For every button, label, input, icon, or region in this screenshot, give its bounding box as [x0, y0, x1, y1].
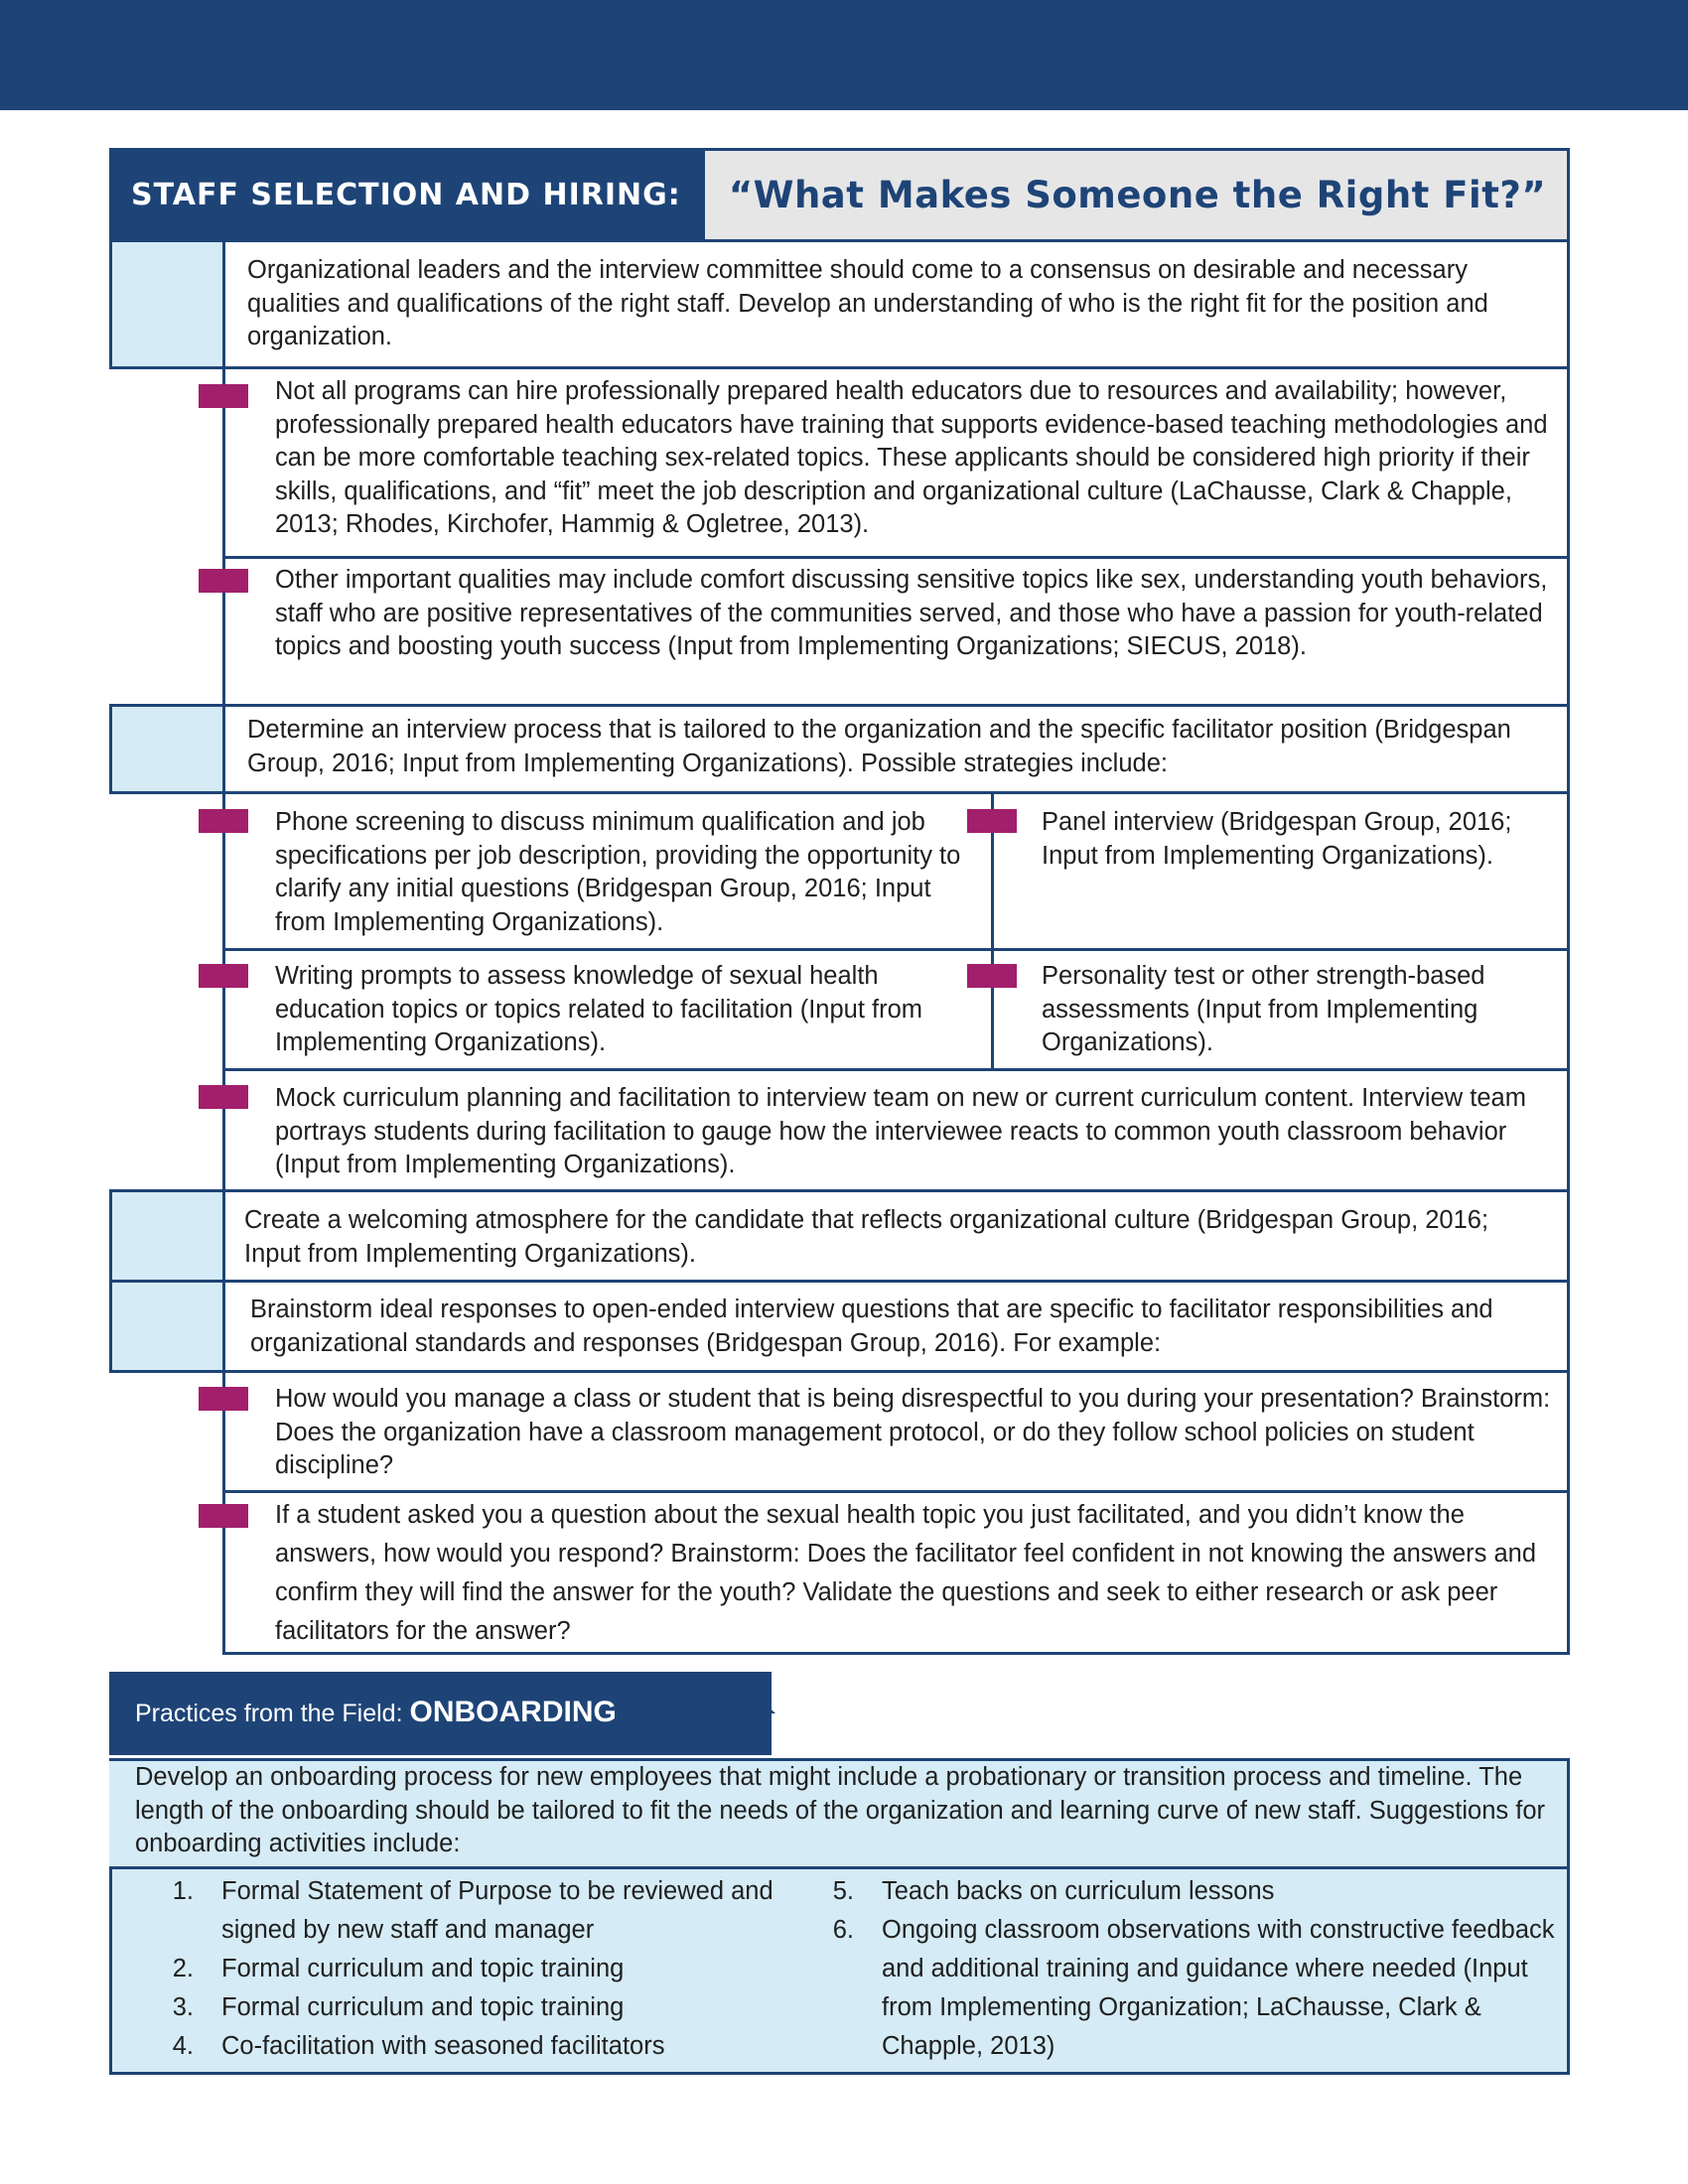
list-number: 4.	[172, 2032, 194, 2060]
list-number: 2.	[172, 1955, 194, 1982]
list-number: 6.	[832, 1916, 854, 1944]
list-number: 3.	[172, 1993, 194, 2021]
list-item: Teach backs on curriculum lessons	[882, 1877, 1275, 1905]
bullet-marker	[967, 964, 1017, 988]
bullet-marker	[199, 1504, 248, 1528]
bullet-marker	[199, 809, 248, 833]
onboarding-tab-label	[135, 1696, 617, 1729]
bullet-text: Other important qualities may include comfort discussing sensitive topics like sex, understanding youth behaviors, staff who are positive representatives of the communities served, and those who have a passion for youth-related topics and boosting youth success (Input from Implementing Organizations; SIECUS, 2018).	[275, 566, 1548, 660]
onboarding-intro: Develop an onboarding process for new employees that might include a probationary or transition process and timeline. The length of the onboarding should be tailored to fit the needs of the organization and learning curve of new staff. Suggestions for onboarding activities include:	[135, 1763, 1545, 1857]
bullet-marker	[967, 809, 1017, 833]
list-number: 5.	[832, 1877, 854, 1905]
strategy-text: Mock curriculum planning and facilitation to interview team on new or current curriculum content. Interview team portrays students during facilitation to gauge how the interviewee reacts to common youth classroom behavior (Input from Implementing Organizations).	[275, 1084, 1526, 1178]
bullet-marker	[199, 1387, 248, 1411]
list-number: 1.	[172, 1877, 194, 1905]
step-marker	[109, 239, 225, 369]
section-title: STAFF SELECTION AND HIRING:	[109, 148, 705, 242]
step-text: Brainstorm ideal responses to open-ended interview questions that are specific to facilitator responsibilities and organizational standards and responses (Bridgespan Group, 2016). For example:	[250, 1296, 1493, 1357]
strategy-text: Personality test or other strength-based assessments (Input from Implementing Organizations).	[1042, 962, 1485, 1056]
bullet-marker	[199, 384, 248, 408]
list-item: Formal Statement of Purpose to be reviewed and signed by new staff and manager	[221, 1877, 774, 1944]
example-text: If a student asked you a question about the sexual health topic you just facilitated, and you didn’t know the answers, how would you respond? Brainstorm: Does the facilitator feel confident in not knowing the answers and confirm they will find the answer for the youth? Validate the questions and seek to either research or ask peer facilitators for the answer?	[275, 1501, 1537, 1645]
list-item: Formal curriculum and topic training	[221, 1955, 625, 1982]
example-text: How would you manage a class or student that is being disrespectful to you during your presentation? Brainstorm: Does the organization have a classroom management protocol, or do they follow school policies on student discipline?	[275, 1385, 1551, 1479]
tab-notch	[732, 1672, 775, 1713]
strategy-text: Phone screening to discuss minimum qualification and job specifications per job description, providing the opportunity to clarify any initial questions (Bridgespan Group, 2016; Input from Implementing Organizations).	[275, 808, 961, 936]
step-marker	[109, 704, 225, 794]
step-marker	[109, 1189, 225, 1283]
list-item: Co-facilitation with seasoned facilitators	[221, 2032, 665, 2060]
list-item: Ongoing classroom observations with constructive feedback and additional training and guidance where needed (Input from Implementing Organization; LaChausse, Clark & Chapple, 2013)	[882, 1916, 1555, 2060]
tab-title: ONBOARDING	[409, 1696, 617, 1728]
bullet-text: Not all programs can hire professionally prepared health educators due to resources and availability; however, professionally prepared health educators have training that supports evidence-based teaching methodologies and can be more comfortable teaching sex-related topics. These applicants should be considered high priority if their skills, qualifications, and “fit” meet the job description and organizational culture (LaChausse, Clark & Chapple, 2013; Rhodes, Kirchofer, Hammig & Ogletree, 2013).	[275, 377, 1548, 538]
list-item: Formal curriculum and topic training	[221, 1993, 625, 2021]
strategy-text: Panel interview (Bridgespan Group, 2016; Input from Implementing Organizations).	[1042, 808, 1512, 870]
bullet-marker	[199, 569, 248, 593]
step-text: Determine an interview process that is tailored to the organization and the specific facilitator position (Bridgespan Group, 2016; Input from Implementing Organizations). Possible strategies include:	[247, 716, 1511, 777]
bullet-marker	[199, 964, 248, 988]
step-text: Organizational leaders and the interview committee should come to a consensus on desirable and necessary qualities and qualifications of the right staff. Develop an understanding of who is the right fit for the position and organization.	[247, 256, 1488, 350]
header-frame	[109, 148, 1570, 242]
step-marker	[109, 1280, 225, 1373]
top-banner	[0, 0, 1688, 110]
section-question: “What Makes Someone the Right Fit?”	[705, 148, 1570, 242]
strategy-text: Writing prompts to assess knowledge of sexual health education topics or topics related to facilitation (Input from Implementing Organizations).	[275, 962, 923, 1056]
bullet-marker	[199, 1085, 248, 1109]
step-text: Create a welcoming atmosphere for the candidate that reflects organizational culture (Bridgespan Group, 2016; Input from Implementing Organizations).	[244, 1206, 1489, 1268]
tab-prefix: Practices from the Field:	[135, 1700, 410, 1727]
